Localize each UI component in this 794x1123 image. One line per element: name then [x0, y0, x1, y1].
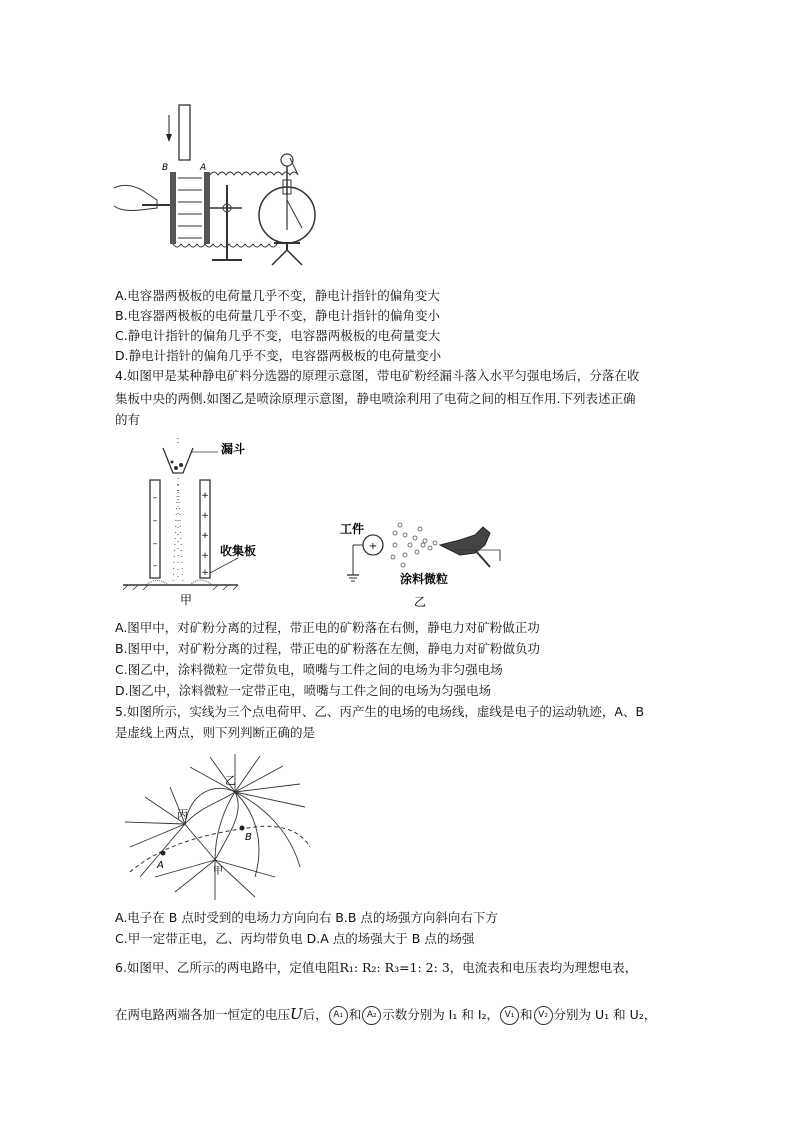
q6-line2-d: 分别为 U₁ 和 U₂，	[553, 1007, 657, 1022]
voltmeter-v1-icon: V₁	[500, 1006, 519, 1025]
funnel-label: 漏斗	[221, 442, 246, 456]
q5-stem-line-1: 5.如图所示，实线为三个点电荷甲、乙、丙产生的电场的电场线，虚线是电子的运动轨迹，A、B	[115, 704, 645, 719]
svg-text:–: –	[152, 561, 158, 571]
charge-yi-label: 乙	[225, 774, 236, 787]
point-a-label: A	[157, 860, 164, 871]
q6-line1-a: 6.如图甲、乙所示的两电路中，定值电阻	[115, 960, 340, 975]
q6-line2-b: 后，	[302, 1007, 328, 1022]
svg-text:+: +	[368, 541, 378, 552]
svg-text:–: –	[152, 516, 158, 526]
q6-line-2	[115, 1004, 656, 1025]
q4-option-c: C.图乙中，涂料微粒一定带负电，喷嘴与工件之间的电场为非匀强电场	[115, 662, 503, 677]
plate-a-label: A	[200, 163, 207, 173]
resistance-ratio: R₁: R₂: R₃=1: 2: 3	[339, 960, 450, 975]
q6-line-1	[115, 958, 637, 978]
collector-plate-label: 收集板	[220, 544, 257, 558]
figure-yi-caption: 乙	[413, 595, 427, 609]
q3-option-a: A.电容器两极板的电荷量几乎不变，静电计指针的偏角变大	[115, 288, 440, 303]
q4-option-a: A.图甲中，对矿粉分离的过程，带正电的矿粉落在右侧，静电力对矿粉做正功	[115, 620, 540, 635]
spray-painting-figure	[335, 505, 505, 610]
capacitor-electroscope-figure	[112, 100, 342, 270]
svg-text:+: +	[201, 568, 209, 578]
q6-line2-c: 示数分别为 I₁ 和 I₂，	[382, 1007, 500, 1022]
plate-b-label: B	[162, 163, 169, 173]
workpiece-label: 工件	[340, 522, 365, 536]
q3-option-b: B.电容器两极板的电荷量几乎不变，静电计指针的偏角变小	[115, 308, 441, 323]
ammeter-a1-icon: A₁	[329, 1006, 348, 1025]
svg-text:+: +	[201, 491, 209, 501]
paint-particles-label: 涂料微粒	[400, 572, 449, 586]
figure-jia-caption: 甲	[179, 593, 193, 607]
ammeter-a2-icon: A₂	[362, 1006, 381, 1025]
point-b-label: B	[245, 832, 252, 843]
q4-option-d: D.图乙中，涂料微粒一定带正电，喷嘴与工件之间的电场为匀强电场	[115, 683, 492, 698]
q3-option-d: D.静电计指针的偏角几乎不变，电容器两极板的电荷量变小	[115, 348, 442, 363]
svg-text:+: +	[201, 551, 209, 561]
svg-text:+: +	[201, 511, 209, 521]
q3-option-c: C.静电计指针的偏角几乎不变，电容器两极板的电荷量变大	[115, 328, 441, 343]
charge-bing-label: 丙	[177, 808, 188, 821]
and-text: 和	[348, 1007, 362, 1022]
q5-options-line-2: C.甲一定带正电，乙、丙均带负电 D.A 点的场强大于 B 点的场强	[115, 931, 475, 946]
voltmeter-v2-icon: V₂	[534, 1006, 553, 1025]
field-lines-figure	[115, 752, 330, 902]
charge-jia-label: 甲	[213, 866, 223, 877]
q5-options-line-1: A.电子在 B 点时受到的电场力方向向右 B.B 点的场强方向斜向右下方	[115, 910, 498, 925]
voltage-symbol: U	[290, 1005, 303, 1023]
svg-text:–: –	[152, 493, 158, 503]
q4-stem-line-1: 4.如图甲是某种静电矿料分选器的原理示意图，带电矿粉经漏斗落入水平匀强电场后，分落在收	[115, 368, 640, 383]
ore-separator-figure	[118, 438, 278, 608]
q4-option-b: B.图甲中，对矿粉分离的过程，带正电的矿粉落在左侧，静电力对矿粉做负功	[115, 641, 541, 656]
and-text: 和	[520, 1007, 533, 1022]
q5-stem-line-2: 是虚线上两点，则下列判断正确的是	[115, 725, 316, 740]
q6-line1-b: ，电流表和电压表均为理想电表，	[449, 960, 638, 975]
svg-text:+: +	[201, 531, 209, 541]
q4-stem-line-2: 集板中央的两侧.如图乙是喷涂原理示意图，静电喷涂利用了电荷之间的相互作用.下列表述正确	[115, 391, 636, 406]
svg-text:–: –	[152, 539, 158, 549]
q4-stem-line-3: 的有	[115, 412, 141, 427]
q6-line2-a: 在两电路两端各加一恒定的电压	[115, 1007, 291, 1022]
